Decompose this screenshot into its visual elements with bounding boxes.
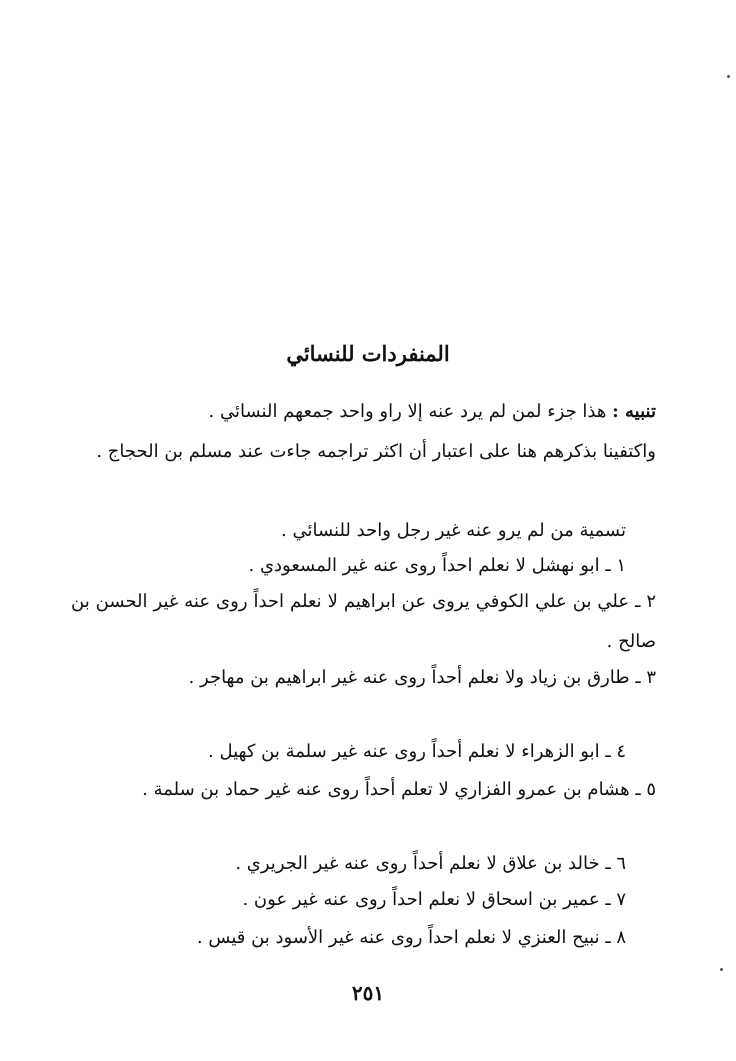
scan-speck xyxy=(727,75,730,78)
section-heading: تسمية من لم يرو عنه غير رجل واحد للنسائي . xyxy=(281,520,626,541)
note-text: هذا جزء لمن لم يرد عنه إلا راو واحد جمعهم النسائي . xyxy=(208,401,607,422)
entry-4: ٤ ـ ابو الزهراء لا نعلم أحداً روى عنه غير سلمة بن كهيل . xyxy=(208,741,626,762)
entry-8: ٨ ـ نبيح العنزي لا نعلم احداً روى عنه غير الأسود بن قيس . xyxy=(196,927,626,948)
entry-6: ٦ ـ خالد بن علاق لا نعلم أحداً روى عنه غير الجريري . xyxy=(235,853,626,874)
page-title: المنفردات للنسائي xyxy=(286,341,450,366)
intro-paragraph: واكتفينا بذكرهم هنا على اعتبار أن اكثر تراجمه جاءت عند مسلم بن الحجاج . xyxy=(96,441,656,462)
page-number: ٢٥١ xyxy=(351,981,385,1005)
entry-7: ٧ ـ عمير بن اسحاق لا نعلم احداً روى عنه غير عون . xyxy=(242,889,626,910)
note-label: تنبيه : xyxy=(612,401,656,422)
scan-speck xyxy=(720,968,723,971)
entry-2: ٢ ـ علي بن علي الكوفي يروى عن ابراهيم لا نعلم احداً روى عنه غير الحسن بن صالح . xyxy=(71,591,656,652)
note-line xyxy=(209,394,656,430)
entry-1: ١ ـ ابو نهشل لا نعلم احداً روى عنه غير المسعودي . xyxy=(248,555,626,576)
entry-3: ٣ ـ طارق بن زياد ولا نعلم أحداً روى عنه غير ابراهيم بن مهاجر . xyxy=(188,667,656,688)
entry-5: ٥ ـ هشام بن عمرو الفزاري لا تعلم أحداً روى عنه غير حماد بن سلمة . xyxy=(142,779,656,800)
